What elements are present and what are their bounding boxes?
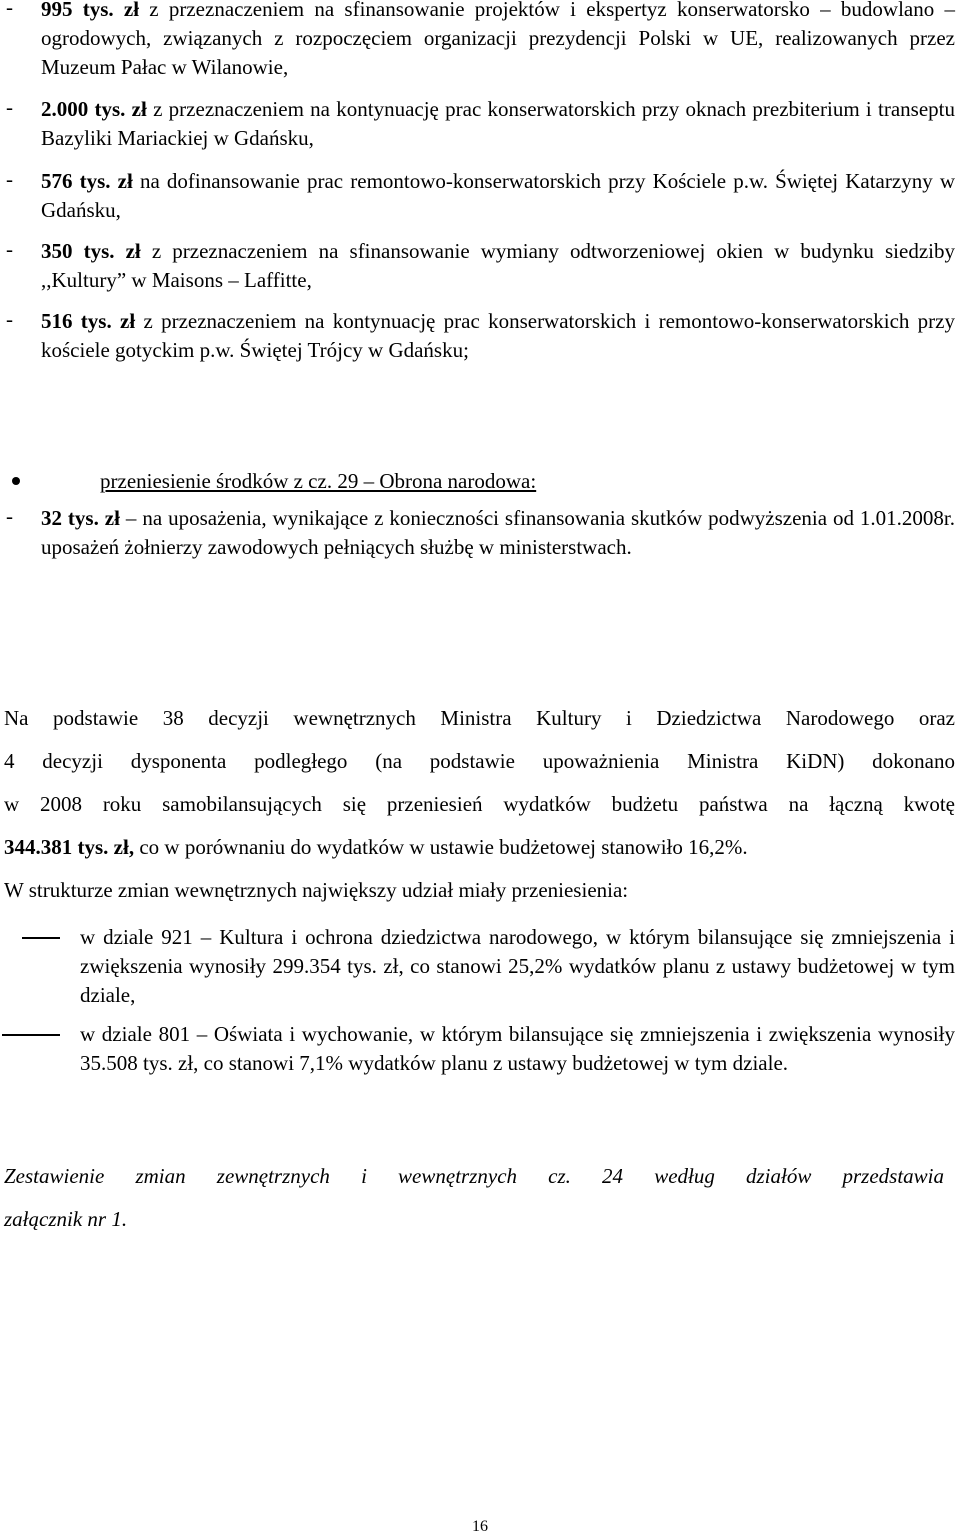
item-description: z przeznaczeniem na kontynuację prac konserwatorskich przy oknach prezbiterium i transeptu Bazyliki Mariackiej w Gdańsku,: [41, 97, 955, 150]
long-dash: [0, 1020, 80, 1078]
amount: 995 tys. zł: [41, 0, 140, 21]
section-heading-text: przeniesienie środków z cz. 29 – Obrona narodowa:: [100, 468, 537, 493]
list-dash: -: [6, 237, 13, 261]
list-item-text: [41, 95, 955, 153]
italic-line: Zestawienie zmian zewnętrznych i wewnętrznych cz. 24 według działów przedstawia: [4, 1164, 944, 1188]
list-item-text: [41, 504, 955, 562]
section-heading: [0, 466, 955, 496]
list-item: [0, 95, 955, 153]
paragraph-line: W strukturze zmian wewnętrznych największy udział miały przeniesienia:: [4, 878, 629, 902]
long-dash: [0, 923, 80, 1010]
item-description: z przeznaczeniem na kontynuację prac konserwatorskich i remontowo-konserwatorskich przy kościele gotyckim p.w. Świętej Trójcy w Gdańsku;: [41, 309, 956, 362]
list-item: [0, 923, 955, 1010]
amount: 576 tys. zł: [41, 169, 133, 193]
list-dash: -: [6, 307, 13, 331]
item-description: – na uposażenia, wynikające z konieczności sfinansowania skutków podwyższenia od 1.01.2008r. uposażeń żołnierzy zawodowych pełniących służbę w ministerstwach.: [41, 506, 955, 559]
item-description: na dofinansowanie prac remontowo-konserwatorskich przy Kościele p.w. Świętej Katarzyny w Gdańsku,: [41, 169, 955, 222]
paragraph-line: 4 decyzji dysponenta podległego (na podstawie upoważnienia Ministra KiDN) dokonano: [4, 749, 955, 773]
paragraph-line: w 2008 roku samobilansujących się przeniesień wydatków budżetu państwa na łączną kwotę: [4, 792, 955, 816]
paragraph-tail: co w porównaniu do wydatków w ustawie budżetowej stanowiło 16,2%.: [134, 835, 748, 859]
paragraph-line: Na podstawie 38 decyzji wewnętrznych Ministra Kultury i Dziedzictwa Narodowego oraz: [4, 706, 955, 730]
paragraph-line: [4, 826, 955, 869]
item-description: z przeznaczeniem na sfinansowanie wymiany odtworzeniowej okien w budynku siedziby ,,Kultury” w Maisons – Laffitte,: [41, 239, 955, 292]
amount: 2.000 tys. zł: [41, 97, 147, 121]
bullet-icon: [12, 477, 20, 485]
list-item: [0, 504, 955, 562]
list-item: [0, 0, 955, 82]
list-item-text: [41, 307, 955, 365]
page-number: 16: [472, 1518, 488, 1535]
list-dash: -: [6, 167, 13, 191]
list-dash: -: [6, 504, 13, 528]
list-dash: -: [6, 0, 13, 19]
list-item-text: w dziale 921 – Kultura i ochrona dziedzictwa narodowego, w którym bilansujące się zmniejszenia i zwiększenia wynosiły 299.354 tys. zł, co stanowi 25,2% wydatków planu z ustawy budżetowej w tym dziale,: [80, 925, 955, 1007]
italic-line: załącznik nr 1.: [4, 1207, 128, 1231]
list-item-text: [41, 237, 955, 295]
list-item-text: [41, 167, 955, 225]
total-amount: 344.381 tys. zł,: [4, 835, 135, 859]
amount: 350 tys. zł: [41, 239, 141, 263]
list-item-text: [41, 0, 955, 82]
list-dash: -: [6, 95, 13, 119]
list-item: [0, 237, 955, 295]
item-description: z przeznaczeniem na sfinansowanie projektów i ekspertyz konserwatorsko – budowlano – ogrodowych, związanych z rozpoczęciem organizacji prezydencji Polski w UE, realizowanych przez Muzeum Pałac w Wilanowie,: [41, 0, 955, 79]
list-item: [0, 307, 955, 365]
list-item-text: w dziale 801 – Oświata i wychowanie, w którym bilansujące się zmniejszenia i zwiększenia wynosiły 35.508 tys. zł, co stanowi 7,1% wydatków planu z ustawy budżetowej w tym dziale.: [80, 1022, 955, 1075]
list-item: [0, 167, 955, 225]
amount: 32 tys. zł: [41, 506, 120, 530]
list-item: [0, 1020, 955, 1078]
amount: 516 tys. zł: [41, 309, 136, 333]
